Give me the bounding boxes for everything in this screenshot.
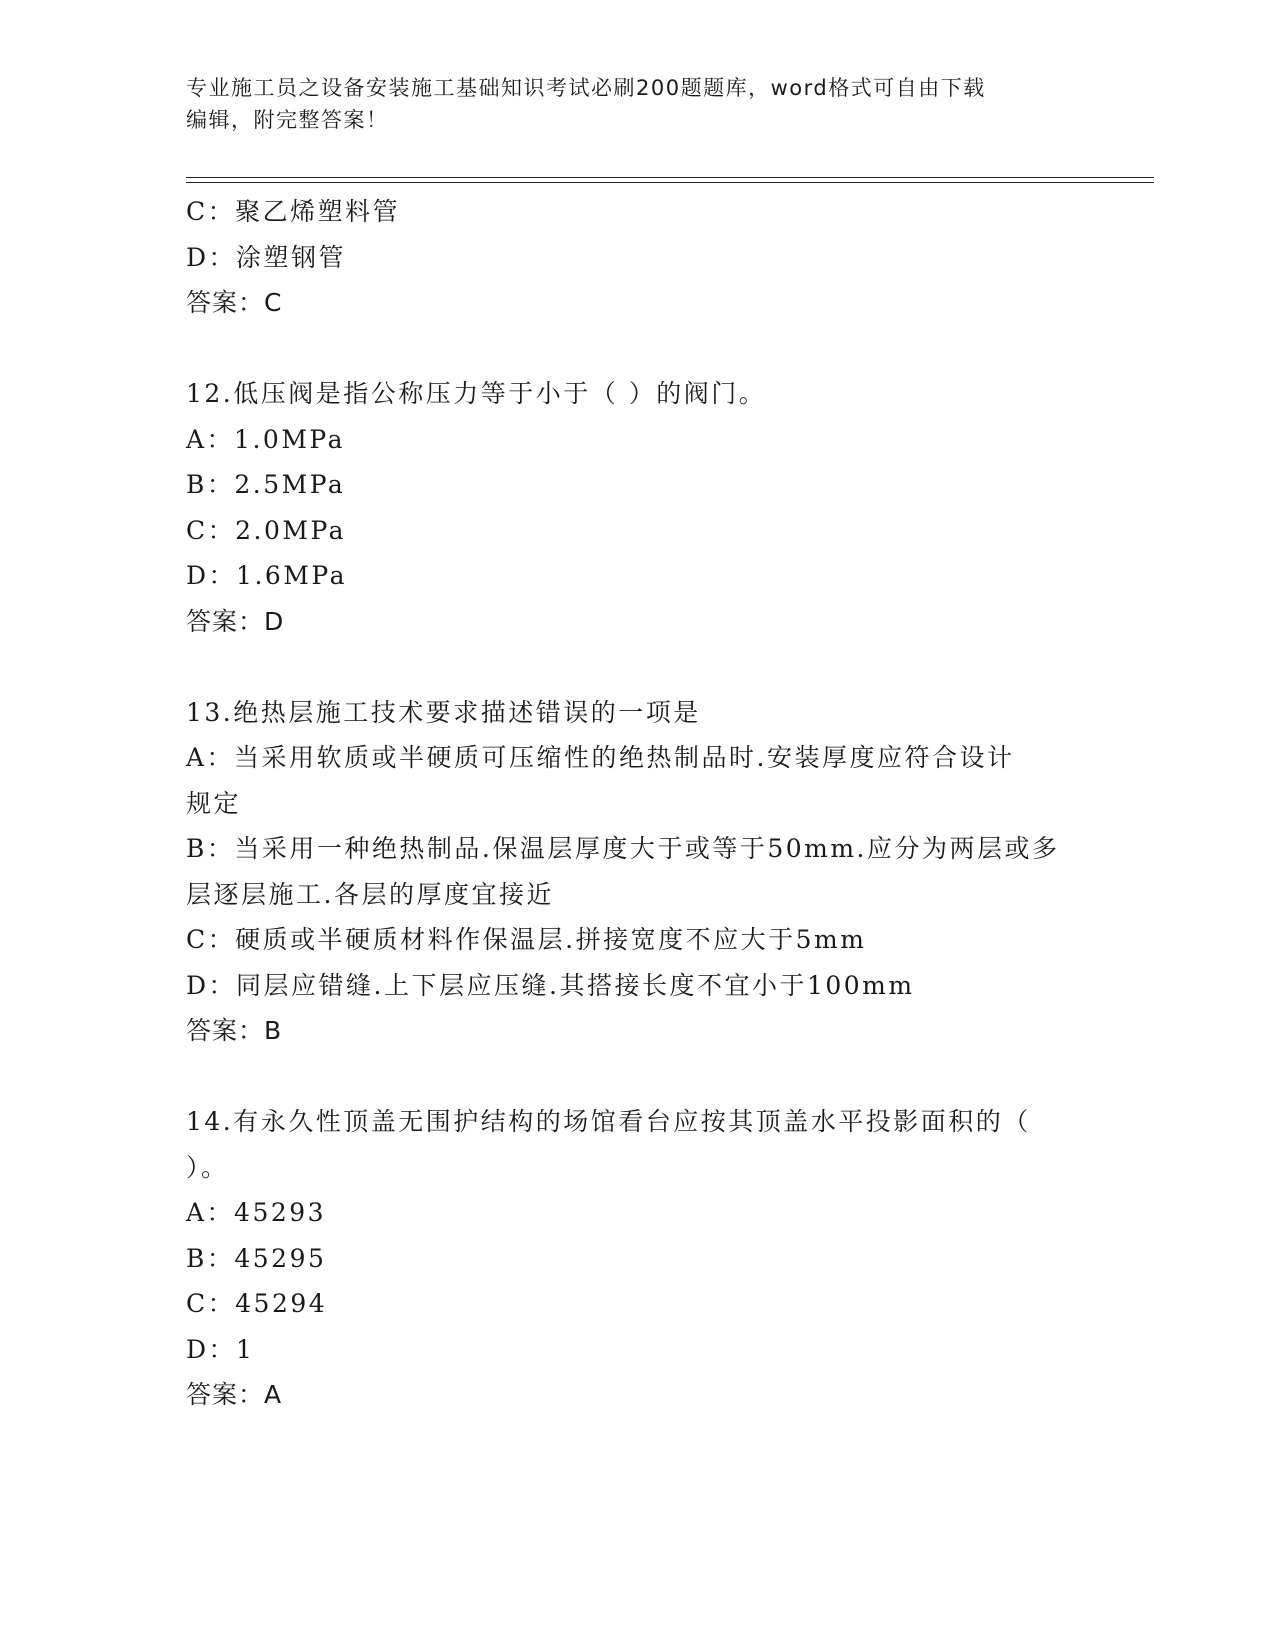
question-14 — [186, 1099, 1086, 1418]
option-d: D：1.6MPa — [186, 561, 348, 590]
question-list — [186, 189, 1086, 1418]
spacer — [186, 644, 1086, 690]
option-b: B：2.5MPa — [186, 470, 346, 499]
option-a-line-1: A：当采用软质或半硬质可压缩性的绝热制品时.安装厚度应符合设计 — [186, 743, 1015, 772]
option-b-line-2: 层逐层施工.各层的厚度宜接近 — [186, 879, 554, 909]
header-divider-bottom — [186, 182, 1154, 183]
option-c: C：硬质或半硬质材料作保温层.拼接宽度不应大于5mm — [186, 925, 867, 954]
option-a: A：1.0MPa — [186, 424, 346, 454]
question-stem: 12.低压阀是指公称压力等于小于（ ）的阀门。 — [186, 379, 767, 408]
spacer — [186, 1054, 1086, 1100]
answer: 答案：B — [186, 1016, 283, 1045]
option-b-line-1: B：当采用一种绝热制品.保温层厚度大于或等于50mm.应分为两层或多 — [186, 834, 1060, 863]
answer: 答案：C — [186, 288, 283, 317]
option-d: D：1 — [186, 1334, 255, 1364]
option-c: C：2.0MPa — [186, 515, 347, 545]
question-stem-line-1: 14.有永久性顶盖无围护结构的场馆看台应按其顶盖水平投影面积的（ — [186, 1107, 1031, 1136]
question-stem: 13.绝热层施工技术要求描述错误的一项是 — [186, 697, 701, 727]
header-divider-top — [186, 177, 1154, 178]
header-line-2: 编辑，附完整答案！ — [186, 108, 389, 132]
header-line-1: 专业施工员之设备安装施工基础知识考试必刷200题题库，word格式可自由下载 — [186, 76, 986, 100]
question-11-tail — [186, 189, 1086, 326]
option-c: C：45294 — [186, 1289, 328, 1318]
option-a: A：45293 — [186, 1198, 327, 1227]
document-header — [186, 72, 1066, 136]
option-d: D：涂塑钢管 — [186, 242, 347, 272]
option-d: D：同层应错缝.上下层应压缝.其搭接长度不宜小于100mm — [186, 970, 915, 1000]
option-c: C：聚乙烯塑料管 — [186, 197, 401, 226]
option-b: B：45295 — [186, 1243, 327, 1273]
option-a-line-2: 规定 — [186, 788, 242, 818]
question-13 — [186, 690, 1086, 1054]
answer: 答案：A — [186, 1380, 283, 1409]
spacer — [186, 326, 1086, 372]
question-12 — [186, 371, 1086, 644]
answer: 答案：D — [186, 606, 285, 636]
question-stem-line-2: ）。 — [186, 1152, 229, 1182]
